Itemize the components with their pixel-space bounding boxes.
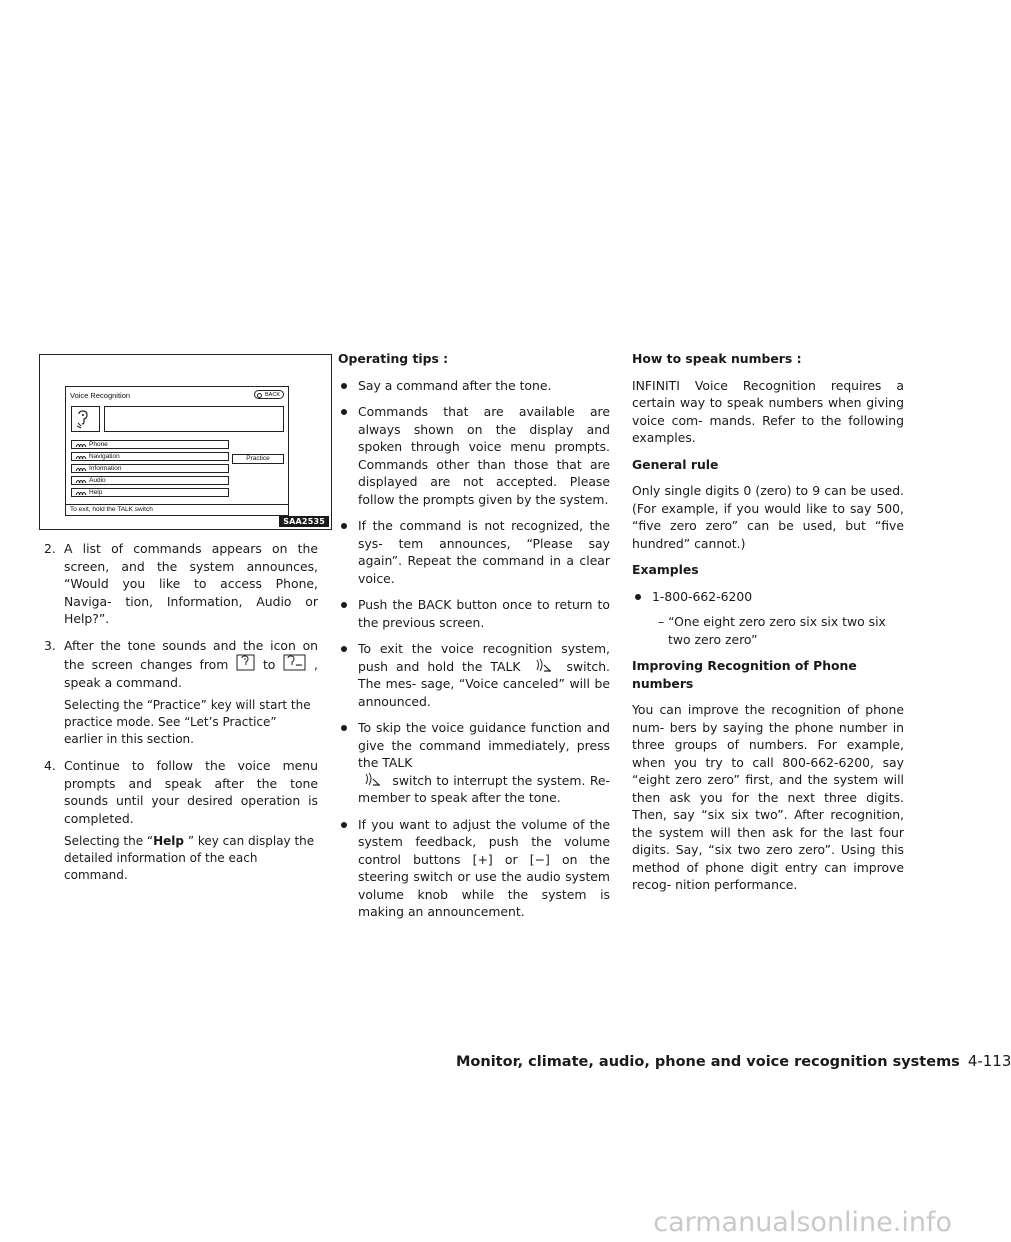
talk-icon (75, 454, 87, 460)
tip-text: switch. The mes- sage, “Voice canceled” will be announced. (358, 658, 610, 709)
speaker-listening-icon (71, 406, 100, 432)
tip-item-exit (338, 640, 610, 710)
step-2 (44, 540, 318, 628)
step-4-note (44, 833, 318, 884)
example-spoken: – “One eight zero zero six six two six two zero zero” (658, 614, 886, 647)
step-text: After the tone sounds and the icon on the screen changes from (64, 637, 318, 672)
operating-tips-heading: Operating tips : (338, 351, 449, 366)
screen-title: Voice Recognition (70, 391, 131, 400)
menu-item-help[interactable] (71, 488, 229, 497)
step-text: A list of commands appears on the screen, and the system announces, “Would you like to access Phone, Naviga- tion, Information, Audio or Help?”. (64, 541, 318, 626)
general-rule-heading: General rule (632, 456, 719, 472)
tip-item: If you want to adjust the volume of the system feedback, push the volume control buttons [+] or [−] on the steering switch or use the audio system volume knob while the system is making an announcement. (338, 816, 610, 921)
note-text: Selecting the “ (64, 834, 154, 848)
talk-icon (75, 442, 87, 448)
help-key-label: Help (153, 834, 185, 848)
intro-paragraph: INFINITI Voice Recognition requires a certain way to speak numbers when giving voice com- mands. Refer to the following examples. (632, 377, 904, 445)
example-number: 1-800-662-6200 (632, 588, 904, 606)
step-4 (44, 757, 318, 827)
menu-item-label: Information (89, 465, 122, 472)
tip-item: Say a command after the tone. (338, 377, 610, 395)
tip-item-skip (338, 719, 610, 807)
how-to-speak-numbers-heading: How to speak numbers : (632, 351, 802, 366)
tip-text: To exit the voice recognition system, push and hold the TALK (358, 641, 610, 674)
screen-illustration (65, 386, 289, 516)
menu-item-navigation[interactable] (71, 452, 229, 461)
step-number: 3. (44, 637, 56, 653)
step-text: Continue to follow the voice menu prompts and speak after the tone sounds until your desired operation is completed. (64, 758, 318, 826)
step-3 (44, 637, 318, 692)
general-rule-text: Only single digits 0 (zero) to 9 can be used. (For example, if you would like to say 500, “five zero zero” can be used, but “five hundred” cannot.) (632, 483, 904, 551)
talk-switch-icon (358, 772, 388, 788)
screen-footer-hint: To exit, hold the TALK switch (66, 504, 288, 515)
examples-heading: Examples (632, 562, 699, 577)
watermark: carmanualsonline.info (0, 1204, 960, 1242)
voice-recognition-figure (39, 354, 332, 530)
menu-item-label: Audio (89, 477, 106, 484)
note-text: ” key can display the detailed information of the each command. (64, 834, 315, 882)
talk-switch-icon (529, 658, 559, 674)
tip-item: Commands that are available are always shown on the display and spoken through voice menu prompts. Commands other than those that are displayed are not accepted. Please follow the prompts given by the system. (338, 403, 610, 508)
tip-text: switch to interrupt the system. Re- member to speak after the tone. (358, 772, 610, 805)
column-middle (338, 350, 610, 921)
recognition-display-field (104, 406, 284, 432)
practice-button[interactable]: Practice (232, 454, 284, 464)
step-text: to (262, 657, 276, 672)
tip-text: To skip the voice guidance function and give the command immediately, press the TALK (358, 720, 610, 770)
menu-item-label: Help (89, 489, 103, 496)
menu-item-information[interactable] (71, 464, 229, 473)
tip-item: Push the BACK button once to return to the previous screen. (338, 596, 610, 631)
menu-item-phone[interactable] (71, 440, 229, 449)
talk-icon (75, 490, 87, 496)
improving-recognition-text: You can improve the recognition of phone num- bers by saying the phone number in three groups of numbers. For example, when you try to call 800-662-6200, say “eight zero zero” first, and the system will then ask you for the next three digits. Then, say “six six two”. After recognition, the system will then ask for the last four digits. Say, “six two zero zero”. Using this method of phone digit entry can improve recog- nition performance. (632, 702, 904, 892)
page-footer (456, 1052, 1011, 1070)
talk-icon (75, 478, 87, 484)
back-button[interactable]: BACK (254, 390, 284, 399)
speaker-icon (236, 654, 256, 672)
column-right (632, 350, 904, 894)
section-title: Monitor, climate, audio, phone and voice recognition systems (456, 1054, 960, 1070)
page-number: 4-113 (967, 1052, 1011, 1070)
step-number: 2. (44, 541, 56, 556)
step-number: 4. (44, 758, 56, 773)
speaker-listening-icon (283, 654, 307, 672)
step-text: , speak a command. (64, 657, 318, 690)
tip-item: If the command is not recognized, the sys- tem announces, “Please say again”. Repeat the command in a clear voice. (338, 517, 610, 587)
figure-code: SAA2535 (279, 516, 329, 527)
column-left (44, 540, 318, 884)
talk-icon (75, 466, 87, 472)
menu-item-label: Navigation (89, 453, 120, 460)
menu-item-label: Phone (89, 441, 108, 448)
menu-item-audio[interactable] (71, 476, 229, 485)
improving-recognition-heading: Improving Recognition of Phone numbers (632, 658, 857, 691)
step-3-note: Selecting the “Practice” key will start the practice mode. See “Let’s Practice” earlier in this section. (64, 698, 311, 746)
